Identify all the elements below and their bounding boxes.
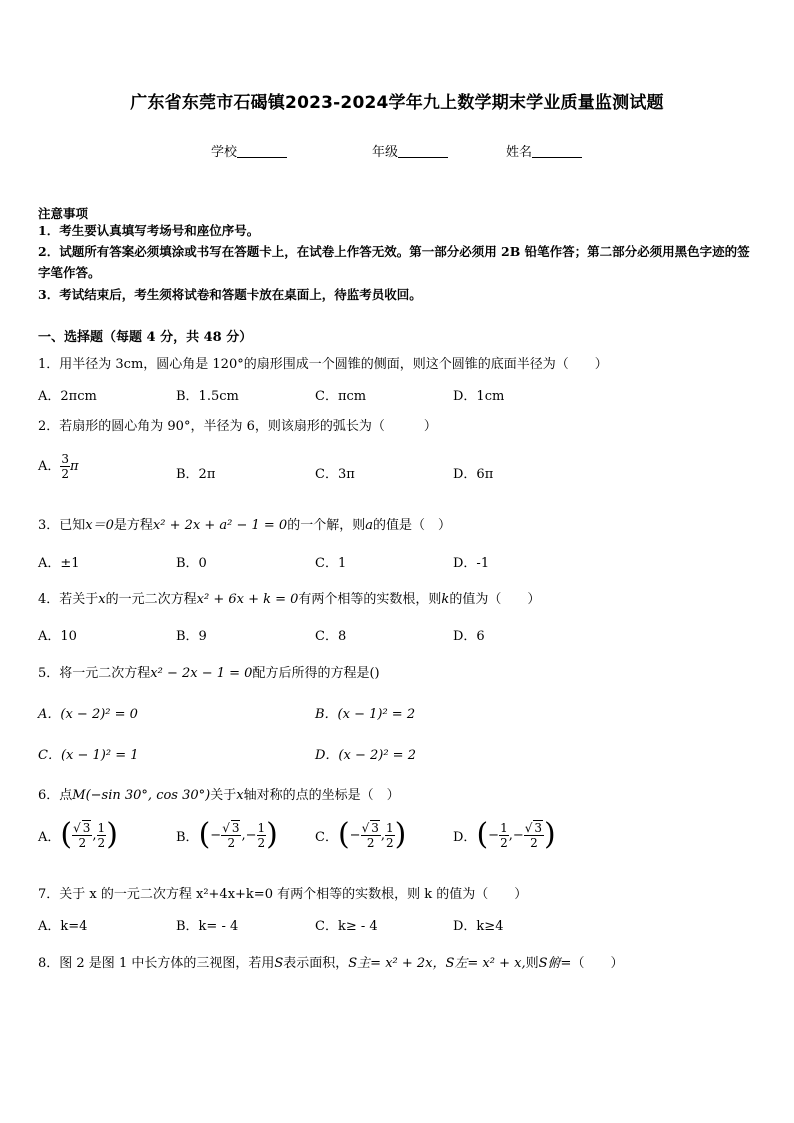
q6-text-3: 轴对称的点的坐标是（ ） bbox=[243, 788, 400, 803]
q6-a-frac-2: $\frac{1}{2}$ bbox=[97, 820, 106, 850]
q6-option-b: B． ( − $\frac{√ 3}{2}$ , − $\frac{1}{2}$ ) bbox=[176, 817, 278, 852]
q6-c-open-paren: ( bbox=[337, 817, 350, 852]
q4-k: k bbox=[441, 592, 450, 607]
q6-a-comma: , bbox=[92, 827, 97, 843]
q6-a-close-paren: ) bbox=[106, 817, 118, 852]
name-label: 姓名 bbox=[506, 145, 533, 160]
q7-option-d: D．k≥4 bbox=[453, 919, 504, 934]
q1-option-c: C．πcm bbox=[315, 389, 367, 404]
q6-var: x bbox=[236, 788, 244, 803]
q5-text-2: 配方后所得的方程是() bbox=[252, 666, 380, 681]
q6-point: M(−sin 30°, cos 30°) bbox=[72, 788, 211, 803]
question-6 bbox=[38, 784, 400, 803]
q7-option-b: B．k= - 4 bbox=[176, 919, 239, 934]
q3-text-4: 的值是（ ） bbox=[372, 518, 451, 533]
question-4 bbox=[38, 588, 540, 607]
q8-s-front: S主= x² + 2x， bbox=[348, 956, 446, 971]
school-field bbox=[211, 141, 287, 160]
q6-d-frac-2: $\frac{√ 3}{2}$ bbox=[524, 821, 543, 850]
q7-option-a: A．k=4 bbox=[38, 919, 88, 934]
q4-option-b: B．9 bbox=[176, 629, 207, 644]
q3-eq-1: x＝0 bbox=[85, 518, 114, 533]
q2-a-label: A． bbox=[38, 459, 61, 474]
school-blank bbox=[237, 145, 287, 158]
q4-text-1: 4．若关于 bbox=[38, 592, 99, 607]
q8-text-2: 表示面积， bbox=[283, 956, 349, 971]
q6-a-open-paren: ( bbox=[60, 817, 73, 852]
school-label: 学校 bbox=[211, 145, 238, 160]
q2-option-c: C．3π bbox=[315, 467, 355, 482]
q5-option-d: D．(x − 2)² = 2 bbox=[315, 748, 416, 763]
section-heading: 一、选择题（每题 4 分，共 48 分） bbox=[38, 330, 253, 345]
q3-text-2: 是方程 bbox=[113, 518, 153, 533]
q6-option-c: C． ( − $\frac{√ 3}{2}$ , $\frac{1}{2}$ ) bbox=[315, 817, 407, 852]
q3-option-c: C．1 bbox=[315, 556, 347, 571]
q3-var: a bbox=[365, 518, 373, 533]
q5-option-b: B．(x − 1)² = 2 bbox=[315, 707, 416, 722]
name-field bbox=[506, 141, 582, 160]
grade-blank bbox=[398, 145, 448, 158]
q6-b-close-paren: ) bbox=[266, 817, 278, 852]
q5-option-a: A．(x − 2)² = 0 bbox=[38, 707, 138, 722]
q6-text-2: 关于 bbox=[210, 788, 237, 803]
q8-text-4: （ ） bbox=[571, 956, 624, 971]
question-7: 7．关于 x 的一元二次方程 x²+4x+k=0 有两个相等的实数根，则 k 的值为（ ） bbox=[38, 887, 528, 902]
q6-option-a bbox=[38, 817, 118, 852]
q4-text-2: 的一元二次方程 bbox=[105, 592, 197, 607]
q1-option-b: B．1.5cm bbox=[176, 389, 239, 404]
q4-option-a: A．10 bbox=[38, 629, 77, 644]
q6-d-close-paren: ) bbox=[544, 817, 556, 852]
q8-text-3: 则 bbox=[525, 956, 539, 971]
question-8 bbox=[38, 952, 623, 971]
q1-option-d: D．1cm bbox=[453, 389, 505, 404]
q8-text-1: 8．图 2 是图 1 中长方体的三视图，若用 bbox=[38, 956, 275, 971]
q6-a-frac-1-num: √ 3 bbox=[73, 821, 91, 835]
q2-option-d: D．6π bbox=[453, 467, 494, 482]
q6-c-frac-1: $\frac{√ 3}{2}$ bbox=[361, 821, 379, 850]
q6-b-frac-2: $\frac{1}{2}$ bbox=[257, 820, 266, 850]
q6-a-frac-1: $\frac{√ 3}{2}$ bbox=[73, 821, 91, 850]
q6-text-1: 6．点 bbox=[38, 788, 73, 803]
q2-a-numerator: 3 bbox=[61, 452, 70, 466]
q2-a-denominator: 2 bbox=[61, 467, 70, 481]
q8-s-left: S左= x² + x, bbox=[445, 956, 526, 971]
q2-option-b: B．2π bbox=[176, 467, 216, 482]
q3-option-d: D．-1 bbox=[453, 556, 490, 571]
q4-text-4: 的值为（ ） bbox=[449, 592, 541, 607]
notes-heading: 注意事项 bbox=[38, 206, 89, 221]
q6-c-frac-2: $\frac{1}{2}$ bbox=[386, 820, 394, 850]
question-1: 1．用半径为 3cm，圆心角是 120°的扇形围成一个圆锥的侧面，则这个圆锥的底面半径为（ ） bbox=[38, 357, 608, 372]
q3-option-a: A．±1 bbox=[38, 556, 80, 571]
q6-c-close-paren: ) bbox=[394, 817, 407, 852]
name-blank bbox=[532, 145, 582, 158]
q6-b-open-paren: ( bbox=[198, 817, 211, 852]
q4-option-c: C．8 bbox=[315, 629, 347, 644]
q5-text-1: 5．将一元二次方程 bbox=[38, 666, 151, 681]
note-1: 1．考生要认真填写考场号和座位序号。 bbox=[38, 223, 260, 238]
q5-eq: x² − 2x − 1 = 0 bbox=[150, 666, 253, 681]
question-2: 2．若扇形的圆心角为 90°，半径为 6，则该扇形的弧长为（ ） bbox=[38, 419, 437, 434]
q6-option-d: D． ( − $\frac{1}{2}$ , − $\frac{√ 3}{2}$ ) bbox=[453, 817, 556, 852]
question-5 bbox=[38, 662, 380, 681]
q6-b-label: B． bbox=[176, 829, 199, 845]
q2-a-fraction bbox=[60, 452, 70, 481]
q4-eq: x² + 6x + k = 0 bbox=[196, 592, 299, 607]
q8-s: S bbox=[274, 956, 284, 971]
q6-d-label: D． bbox=[453, 829, 477, 845]
q4-text-3: 有两个相等的实数根，则 bbox=[298, 592, 442, 607]
q6-d-frac-1: $\frac{1}{2}$ bbox=[500, 820, 508, 850]
q6-c-label: C． bbox=[315, 829, 338, 845]
q1-option-a: A．2πcm bbox=[38, 389, 97, 404]
grade-label: 年级 bbox=[372, 145, 399, 160]
q7-option-c: C．k≥ - 4 bbox=[315, 919, 378, 934]
q6-d-open-paren: ( bbox=[476, 817, 489, 852]
q3-text-3: 的一个解，则 bbox=[287, 518, 366, 533]
q3-text-1: 3．已知 bbox=[38, 518, 86, 533]
q6-b-frac-1: $\frac{√ 3}{2}$ bbox=[222, 821, 240, 850]
q2-a-pi: π bbox=[70, 459, 79, 474]
q3-eq-2: x² + 2x + a² − 1 = 0 bbox=[152, 518, 288, 533]
grade-field bbox=[372, 141, 448, 160]
note-2: 2．试题所有答案必须填涂或书写在答题卡上，在试卷上作答无效。第一部分必须用 2B 铅笔作答；第二部分必须用黑色字迹的签字笔作答。 bbox=[38, 244, 750, 280]
q4-var: x bbox=[98, 592, 106, 607]
q2-option-a bbox=[38, 452, 79, 481]
note-3: 3．考试结束后，考生须将试卷和答题卡放在桌面上，待监考员收回。 bbox=[38, 287, 422, 302]
q4-option-d: D．6 bbox=[453, 629, 485, 644]
q8-s-top: S俯= bbox=[538, 956, 572, 971]
page-title: 广东省东莞市石碣镇2023-2024学年九上数学期末学业质量监测试题 bbox=[130, 93, 664, 113]
q6-a-label: A． bbox=[38, 829, 61, 845]
question-3 bbox=[38, 514, 451, 533]
q5-option-c: C．(x − 1)² = 1 bbox=[38, 748, 139, 763]
q3-option-b: B．0 bbox=[176, 556, 207, 571]
